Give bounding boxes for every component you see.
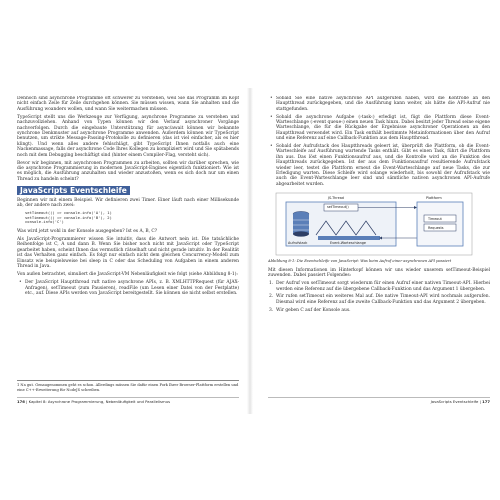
paragraph: Bevor wir beginnen, mit asynchronen Programmen zu arbeiten, sollten wir darüber sprechen, wie die asynchrone Programmierung in modernen JavaScript-Engines eigentlich funktioniert: Wie ist es möglich, die Ausführung anzuhalten und wieder anzustoßen, wenn es sich doch nur um einen Thread zu handeln scheint? [17, 160, 239, 182]
running-head: Kapitel 8: Asynchrone Programmierung, Nebenläufigkeit und Parallelismus [28, 399, 171, 404]
running-head: JavaScripts Eventschleife [430, 399, 479, 404]
figure-caption: Abbildung 8-1: Die Eventschleife von JavaScript: Was beim Aufruf einer asynchronen API passiert [268, 259, 452, 264]
list-text: Der Aufruf von setTimeout sorgt wiederum für einen Aufruf einer nativen Timeout-API. Hierbei werden eine Referenz auf die übergebene Callback-Funktion und das Argument 1 übergeben. [276, 281, 490, 292]
paragraph: Was wird jetzt wohl in der Konsole ausgegeben? Ist es A, B, C? [17, 229, 158, 235]
eventqueue-label: Event-Warteschlange [330, 241, 367, 246]
timeout-label: Timeout [428, 216, 442, 221]
list-item [268, 281, 490, 292]
list-item [268, 294, 490, 305]
callstack-body [293, 214, 309, 234]
list-number: 1. [269, 281, 274, 287]
footnote: 1 Na gut. Genaugenommen geht es schon. Allerdings müssen Sie dafür einen Fork Ihrer Browser-Plattform erstellen und eine C++-Erweiterung für NodeJS schreiben. [17, 380, 239, 392]
event-loop-diagram [274, 191, 474, 257]
list-item [268, 308, 490, 313]
requests-label: Requests [428, 225, 444, 230]
list-number: 2. [269, 294, 274, 300]
settimeout-label: setTimeout() [327, 205, 349, 210]
paragraph: Beginnen wir mit einem Beispiel. Wir definieren zwei Timer. Einer läuft nach einer Millisekunde ab, der andere nach zwei: [17, 197, 239, 209]
paragraph: Von außen betrachtet, simuliert die JavaScript-VM Nebenläufigkeit wie folgt (siehe Abbildung 8-1): [17, 272, 238, 278]
code-block: setTimeout(() => console.info('A'), 1) setTimeout(() => console.info('B'), 2) console.info('C') [25, 210, 112, 225]
paragraph: TypeScript stellt uns die Werkzeuge zur Verfügung, asynchrone Programme zu verstehen und nachzuvollziehen. Anhand von Typen können wir den Verlauf asynchroner Vorgänge nachverfolgen. Durch die eingebaute Unterstützung für async/await können wir bekannte synchrone Denkmuster auf asynchrone Programme anwenden. Außerdem können wir TypeScript benutzen, um strikte Message-Passing-Protokolle zu definieren (das ist viel einfacher, als es hier klingt). Und wenn alles andere fehlschlägt, gibt TypeScript Ihnen notfalls auch eine Nackenmassage, falls der asynchrone Code Ihres Kollegen zu kompliziert wird und Sie spätabends noch mit dem Debugging beschäftigt sind (hinter einem Compiler-Flag, versteht sich). [17, 114, 239, 158]
section-heading: JavaScripts Eventschleife [17, 186, 130, 195]
right-page [268, 96, 490, 404]
list-item: • Der JavaScript Hauptthread ruft native asynchrone APIs, z. B. XMLHTTPRequest (für AJAX-Anfragen), setTimeout (zum Pausieren), readFile (um Lesen einer Datei von der Festplatte) etc., auf. Diese APIs werden von JavaScript bereitgestellt. Sie können sie nicht selbst erstellen. [17, 280, 239, 296]
page-footer: 176 | Kapitel 8: Asynchrone Programmierung, Nebenläufigkeit und Parallelismus [17, 397, 239, 404]
list-item: • Sobald Sie eine native asynchrone API aufgerufen haben, wird die Kontrolle an den Hauptthread zurückgegeben, und die Ausführung kann weiter, als hätte die API-Aufruf nie stattgefunden. [268, 96, 490, 112]
callstack-label: Aufrufstack [288, 241, 308, 246]
paragraph: Dennoch sind asynchrone Programme oft schwerer zu verstehen, weil Sie das Programm im Kopf nicht einfach Zeile für Zeile durchgehen können. Sie müssen wissen, wann Sie anhalten und die Ausführung woanders wollen, und wann Sie weitermachen müssen. [17, 96, 239, 112]
js-thread-label: JS-Thread [328, 196, 344, 201]
list-item: • Sobald der Aufrufstack des Hauptthreads geleert ist, überprüft die Plattform, ob die Event-Warteschleife auf Ausführung wartende Tasks enthält. Gibt es einen Task, führt die Plattform ihn aus. Das löst einen Funktionsaufruf aus, und die Kontrolle wird an die Funktion des Hauptthreads zurückgegeben. Ist der aus dem Funktionsaufruf resultierende Aufrufstack wieder leer, testet die Plattform erneut die Event-Warteschlange auf neue Tasks, die zur Erledigung warten. Diese Schleife wird solange wiederholt, bis sowohl der Aufrufstack wie auch die Event-Warteschlange leer sind und sämtliche nativen asynchronen API-Aufrufe abgearbeitet wurden. [268, 144, 490, 187]
left-page [17, 96, 239, 404]
event-queue-bar [318, 236, 380, 240]
paragraph: Als JavaScript-Programmierer wissen Sie intuitiv, dass die Antwort nein ist. Die tatsächliche Reihenfolge ist C, A und dann B. Wenn Sie bisher noch nicht mit JavaScript oder TypeScript gearbeitet haben, scheint Ihnen das vermutlich rätselhaft und nicht gerade intuitiv. In der Realität ist das Verhalten ganz einfach. Es folgt nur einfach nicht dem gleichen Concurrency-Modell zum Einsatz wie beispielsweise bei sleep in C oder das Scheduling von Aufgaben in einem anderen Thread in Java. [17, 237, 239, 270]
list-text: Wir rufen setTimeout ein weiteres Mal auf. Die native Timeout-API wird nochmals aufgerufen. Diesmal wird eine Referenz auf die zweite Callback-Funktion und das Argument 2 übergeben. [276, 294, 490, 305]
page-footer: JavaScripts Eventschleife | 177 [268, 397, 490, 404]
platform-label: Plattform [426, 196, 442, 201]
book-gutter [247, 88, 253, 414]
bullet-list [17, 280, 239, 296]
list-item: • Sobald die asynchrone Aufgabe (›task‹) erledigt ist, fügt die Plattform diese Event-Warteschlange (›event queue‹) einen neuen Task hinzu. Dabei besitzt jeder Thread seine eigene Warteschlange, die für die Rückgabe der Ergebnisse asynchroner Operationen an den Hauptthread verwendet wird. Ein Task enthält bestimmte Metainformationen über den Aufruf und eine Referenz auf eine Callback-Funktion aus dem Hauptthread. [268, 115, 490, 142]
page-number: 176 [17, 399, 25, 404]
callstack-bottom [293, 232, 309, 237]
bullet-list [268, 96, 490, 187]
page-number: 177 [482, 399, 490, 404]
numbered-list [268, 281, 490, 313]
list-number: 3. [269, 307, 274, 313]
event-loop-figure [274, 191, 474, 257]
list-text: Wir geben C auf der Konsole aus. [276, 307, 351, 313]
paragraph: Mit diesen Informationen im Hinterkopf können wir uns wieder unserem setTimeout-Beispiel zuwenden. Dabei passiert Folgendes: [268, 267, 490, 279]
